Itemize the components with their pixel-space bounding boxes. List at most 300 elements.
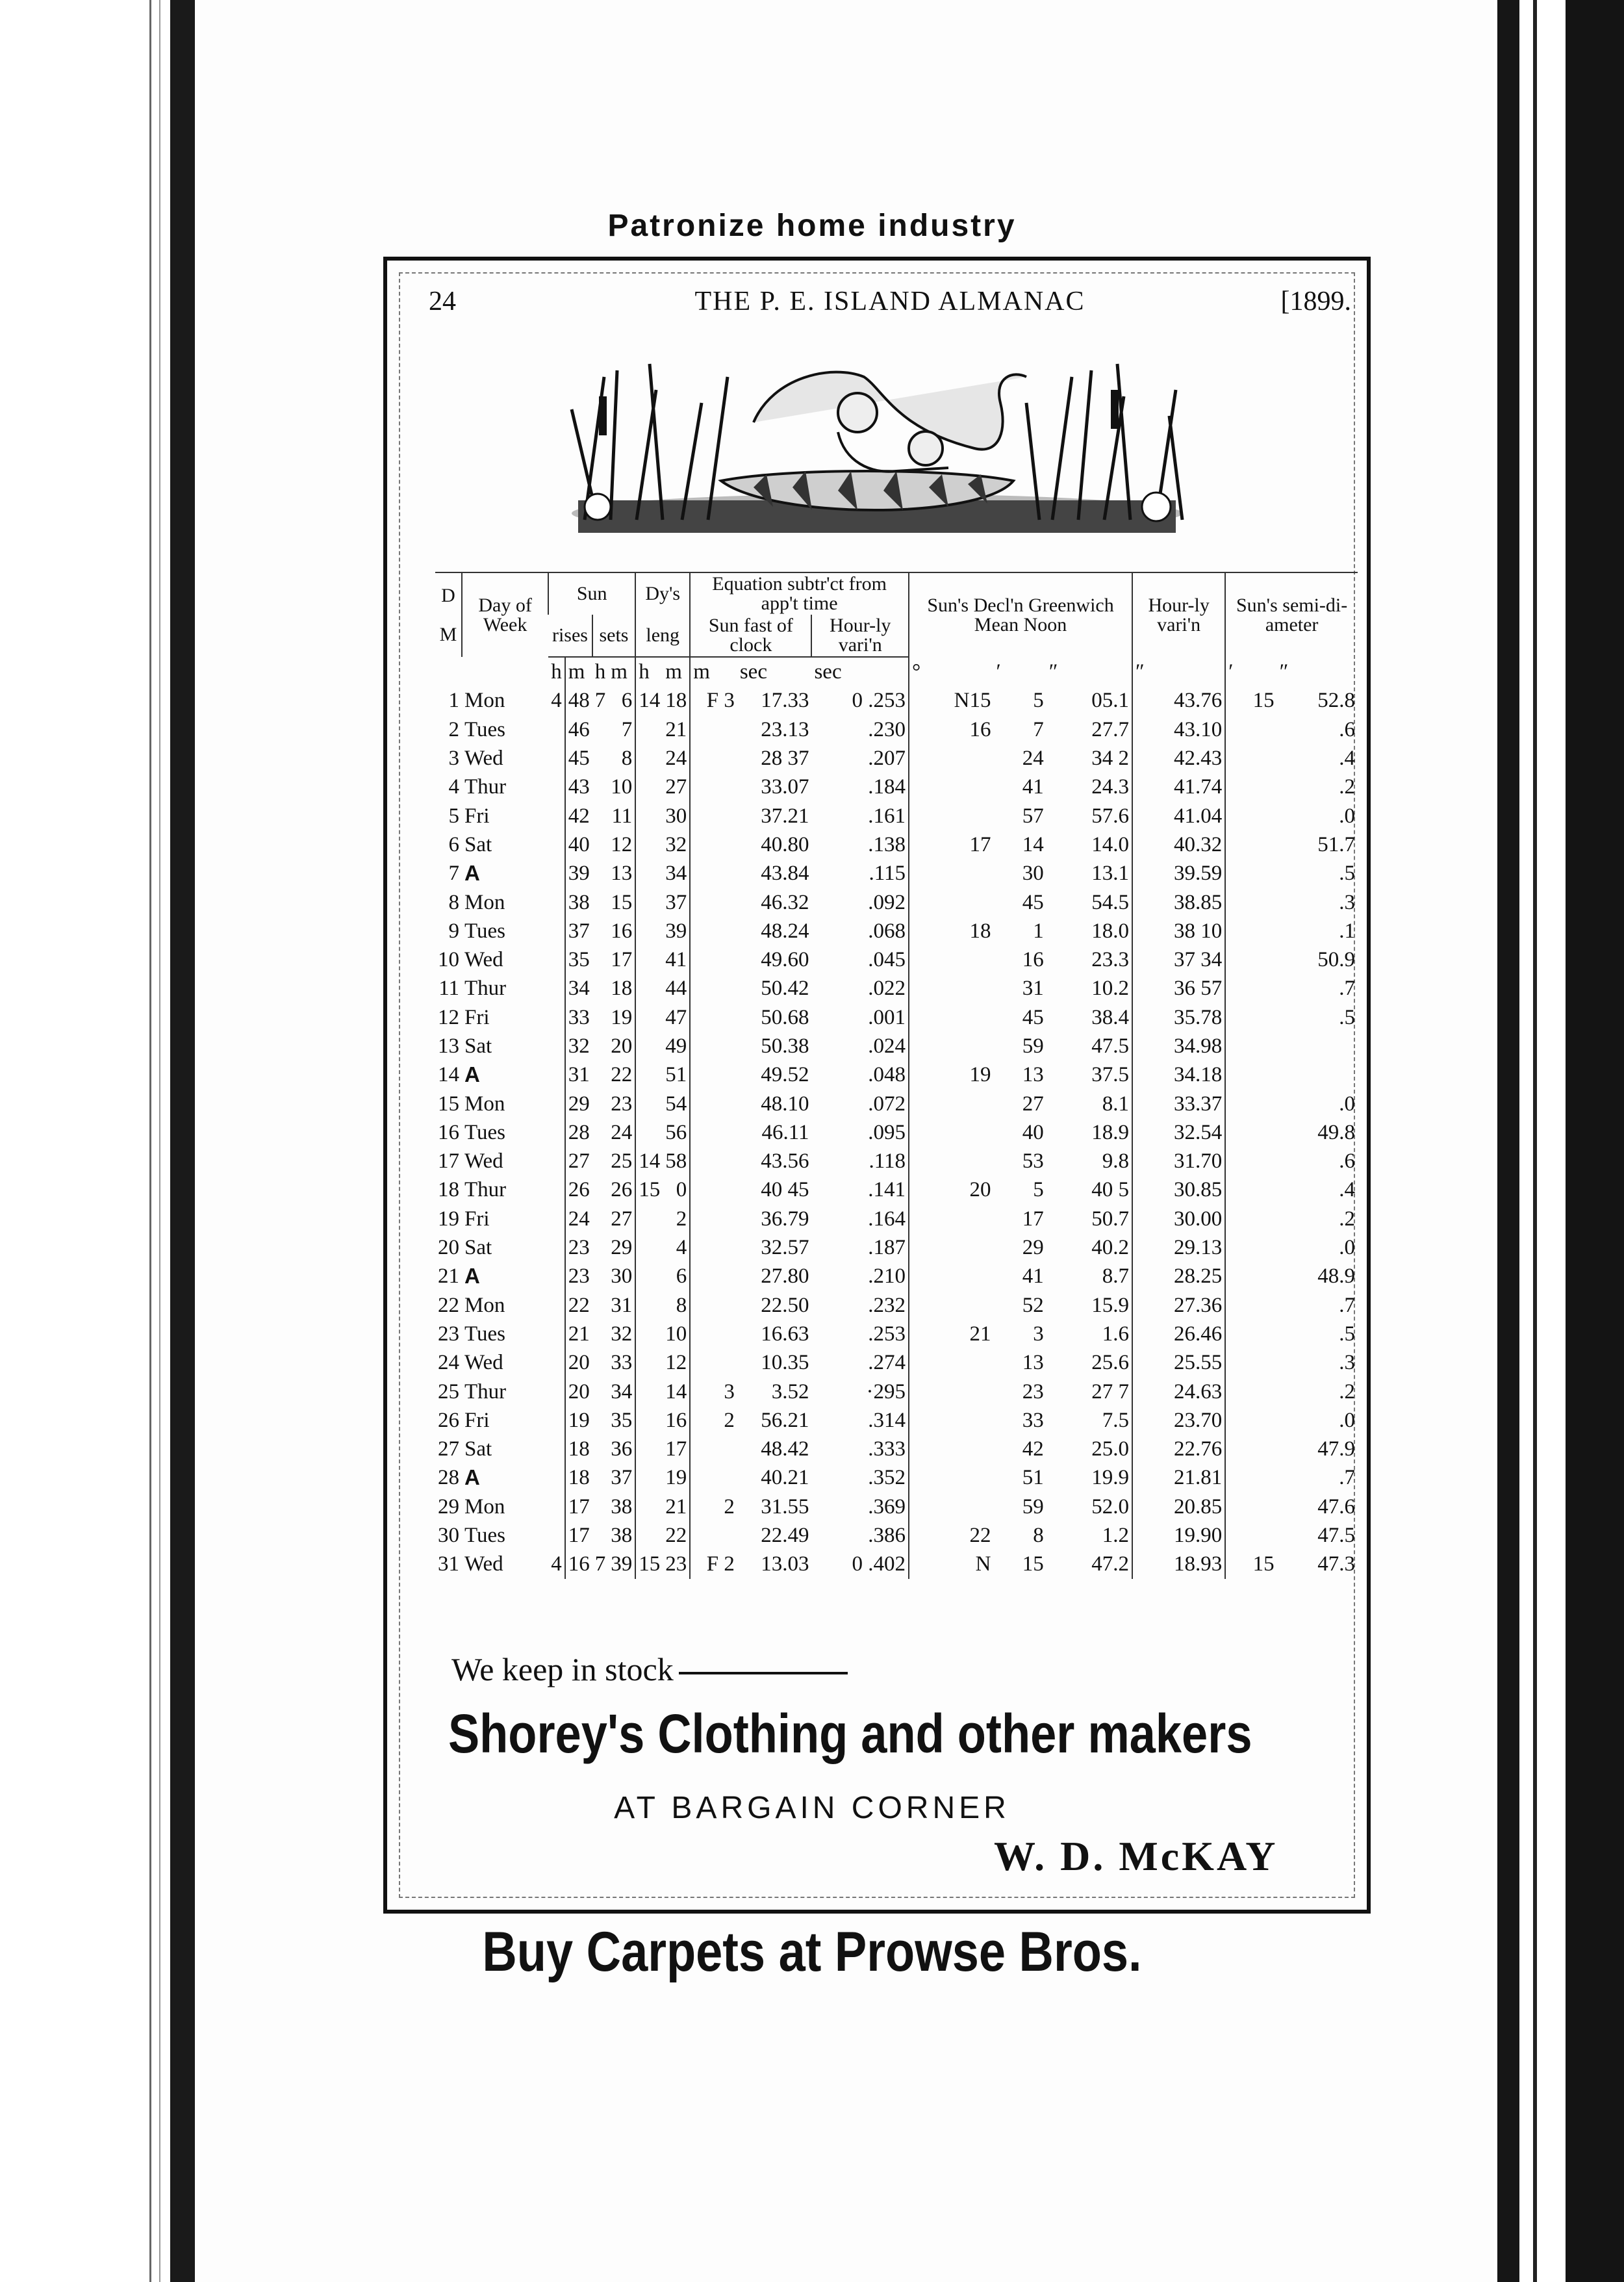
table-cell: 33 xyxy=(565,1003,592,1032)
table-cell: 27.36 xyxy=(1132,1291,1225,1320)
table-cell: 7 xyxy=(594,1552,606,1576)
table-cell: 17 xyxy=(438,1149,459,1173)
table-cell: 34.18 xyxy=(1132,1060,1225,1089)
table-cell: 22 xyxy=(565,1291,592,1320)
table-cell: 24 xyxy=(565,1205,592,1233)
col-rises: rises xyxy=(548,615,592,657)
table-row xyxy=(435,1291,1358,1320)
table-cell: 59 xyxy=(1022,1034,1044,1058)
table-cell: 17 xyxy=(565,1493,592,1521)
table-cell xyxy=(909,1493,993,1521)
table-cell: 39 xyxy=(565,859,592,888)
table-cell: 8 xyxy=(676,1293,687,1317)
table-cell: 37 xyxy=(565,917,592,945)
table-cell xyxy=(592,1377,609,1405)
table-cell: 23 xyxy=(1022,1379,1044,1404)
table-cell xyxy=(635,1463,663,1492)
table-cell: 19.90 xyxy=(1132,1521,1225,1550)
col-declination: Sun's Decl'n Greenwich Mean Noon xyxy=(909,572,1132,657)
table-cell: 33 xyxy=(1022,1408,1044,1432)
table-cell: 27 xyxy=(438,1437,459,1461)
table-cell xyxy=(548,1406,565,1435)
table-cell: .4 xyxy=(1339,747,1355,771)
table-cell: 22.76 xyxy=(1132,1435,1225,1463)
table-cell: Fri xyxy=(464,804,490,828)
table-cell: .141 xyxy=(868,1178,906,1202)
table-cell xyxy=(1225,773,1276,801)
table-cell xyxy=(592,744,609,773)
table-cell: 3 xyxy=(690,1377,737,1405)
table-cell: 15 xyxy=(1225,686,1276,715)
table-cell: 25 xyxy=(438,1379,459,1404)
table-cell xyxy=(548,1291,565,1320)
table-cell xyxy=(548,1060,565,1089)
table-cell xyxy=(1225,1406,1276,1435)
table-cell xyxy=(635,974,663,1003)
table-cell: 43.84 xyxy=(761,862,809,886)
table-cell: 21 xyxy=(665,717,687,741)
table-cell: .0 xyxy=(1339,1092,1355,1116)
table-cell xyxy=(592,1060,609,1089)
table-cell: 43.10 xyxy=(1132,715,1225,744)
table-row xyxy=(435,1320,1358,1348)
table-row xyxy=(435,917,1358,945)
table-cell xyxy=(909,773,993,801)
table-cell xyxy=(690,1205,737,1233)
table-row xyxy=(435,1032,1358,1060)
table-cell xyxy=(548,1493,565,1521)
table-cell xyxy=(635,859,663,888)
col-hourly: Hour-ly vari'n xyxy=(811,615,909,657)
table-row xyxy=(435,830,1358,859)
table-cell: 48 xyxy=(565,686,592,715)
table-cell: Mon xyxy=(464,1494,505,1519)
table-cell xyxy=(548,715,565,744)
table-cell: 49.52 xyxy=(761,1063,809,1087)
table-row xyxy=(435,744,1358,773)
table-cell xyxy=(592,1089,609,1118)
table-cell xyxy=(1225,1175,1276,1204)
table-cell: 4 xyxy=(676,1236,687,1260)
table-cell: 27.7 xyxy=(1091,717,1130,741)
table-cell: 41 xyxy=(1022,775,1044,799)
table-cell xyxy=(1225,917,1276,945)
table-cell: 40 45 xyxy=(761,1178,809,1202)
table-cell: .022 xyxy=(868,977,906,1001)
table-cell xyxy=(592,715,609,744)
table-cell: 14 xyxy=(635,686,663,715)
table-cell: 38 xyxy=(611,1494,633,1519)
table-cell xyxy=(592,917,609,945)
table-cell xyxy=(592,1493,609,1521)
table-cell xyxy=(690,1003,737,1032)
table-cell: 38 xyxy=(611,1524,633,1548)
table-cell: 9.8 xyxy=(1102,1149,1130,1173)
table-cell: 47.3 xyxy=(1317,1552,1355,1576)
table-cell: 17 xyxy=(909,830,993,859)
page-number: 24 xyxy=(429,287,456,316)
table-cell: 57.6 xyxy=(1091,804,1130,828)
table-cell: 8.1 xyxy=(1102,1092,1130,1116)
table-cell: 6 xyxy=(621,689,633,713)
table-cell xyxy=(690,1032,737,1060)
table-cell xyxy=(909,945,993,974)
table-cell xyxy=(592,801,609,830)
table-cell: 49.60 xyxy=(761,948,809,972)
table-cell xyxy=(1225,1233,1276,1262)
table-cell: 11 xyxy=(611,804,633,828)
table-cell: .386 xyxy=(868,1524,906,1548)
table-cell: 37 xyxy=(611,1466,633,1490)
table-cell: 19 xyxy=(611,1005,633,1029)
table-cell: 18 xyxy=(665,689,687,713)
table-row xyxy=(435,1003,1358,1032)
table-cell: 41.04 xyxy=(1132,801,1225,830)
table-row xyxy=(435,1175,1358,1204)
table-cell xyxy=(909,1003,993,1032)
table-cell: 8 xyxy=(448,890,459,914)
table-cell: Mon xyxy=(464,689,505,713)
table-cell xyxy=(1225,1262,1276,1290)
table-cell: 50.68 xyxy=(761,1005,809,1029)
table-cell xyxy=(548,1003,565,1032)
table-cell: Wed xyxy=(464,1552,503,1576)
table-cell: 30.00 xyxy=(1132,1205,1225,1233)
table-cell: 45 xyxy=(1022,1005,1044,1029)
table-cell: 30 xyxy=(611,1264,633,1288)
table-cell: 4 xyxy=(448,775,459,799)
table-cell xyxy=(690,715,737,744)
table-cell: 7 xyxy=(621,717,633,741)
table-cell: 27 xyxy=(565,1147,592,1175)
table-cell xyxy=(909,974,993,1003)
table-cell: 42 xyxy=(565,801,592,830)
table-cell: .048 xyxy=(868,1063,906,1087)
table-cell xyxy=(909,1205,993,1233)
table-cell xyxy=(635,1320,663,1348)
table-cell: A xyxy=(464,1062,480,1087)
table-cell: 47.5 xyxy=(1317,1524,1355,1548)
table-cell: 28 xyxy=(565,1118,592,1147)
table-cell xyxy=(690,917,737,945)
table-cell: N xyxy=(909,1550,993,1578)
table-row xyxy=(435,1147,1358,1175)
table-row xyxy=(435,1233,1358,1262)
table-cell: 5 xyxy=(1033,689,1044,713)
table-cell: 33 xyxy=(611,1351,633,1375)
table-cell: 5 xyxy=(448,804,459,828)
table-cell: 47.5 xyxy=(1091,1034,1130,1058)
col-leng: leng xyxy=(635,615,690,657)
table-cell: 16 xyxy=(1022,948,1044,972)
table-cell xyxy=(690,1348,737,1377)
table-cell xyxy=(909,801,993,830)
table-cell: 21 xyxy=(565,1320,592,1348)
table-cell: Sat xyxy=(464,1236,492,1260)
table-cell: 30 xyxy=(438,1524,459,1548)
table-row xyxy=(435,1060,1358,1089)
table-cell xyxy=(909,1463,993,1492)
table-cell xyxy=(909,1291,993,1320)
table-cell: 12 xyxy=(665,1351,687,1375)
table-cell xyxy=(690,1291,737,1320)
table-row xyxy=(435,974,1358,1003)
table-cell xyxy=(548,830,565,859)
table-row xyxy=(435,1463,1358,1492)
table-cell: 28.25 xyxy=(1132,1262,1225,1290)
table-cell xyxy=(592,1262,609,1290)
table-cell: 21 xyxy=(909,1320,993,1348)
table-cell: 1.6 xyxy=(1102,1322,1130,1346)
table-cell: 22 xyxy=(665,1524,687,1548)
table-cell: 34 2 xyxy=(1091,747,1130,771)
table-cell: 41.74 xyxy=(1132,773,1225,801)
table-cell: .0 xyxy=(1339,1408,1355,1432)
table-cell: 54 xyxy=(665,1092,687,1116)
table-cell: 34 xyxy=(611,1379,633,1404)
table-cell xyxy=(635,1435,663,1463)
table-cell xyxy=(592,1205,609,1233)
table-cell: 15 xyxy=(611,890,633,914)
table-cell: 39.59 xyxy=(1132,859,1225,888)
merchant-name: W. D. McKAY xyxy=(994,1833,1278,1879)
table-cell: .232 xyxy=(868,1293,906,1317)
almanac-table xyxy=(435,572,1358,1579)
table-cell: 41 xyxy=(1022,1264,1044,1288)
table-cell: 17.33 xyxy=(761,689,809,713)
table-cell: 2 xyxy=(676,1207,687,1231)
table-cell xyxy=(635,715,663,744)
clothing-advert: Shorey's Clothing and other makers xyxy=(448,1703,1252,1764)
table-cell xyxy=(592,1320,609,1348)
table-cell xyxy=(690,744,737,773)
table-cell: 14.0 xyxy=(1091,832,1130,856)
table-cell: 26.46 xyxy=(1132,1320,1225,1348)
table-cell: .2 xyxy=(1339,1207,1355,1231)
table-cell: 32.57 xyxy=(761,1236,809,1260)
table-cell: 2 xyxy=(690,1493,737,1521)
bottom-advert: Buy Carpets at Prowse Bros. xyxy=(482,1921,1142,1983)
table-cell xyxy=(690,974,737,1003)
table-cell: Wed xyxy=(464,1351,503,1375)
table-cell: 2 xyxy=(690,1406,737,1435)
col-dys: Dy's xyxy=(635,572,690,615)
table-cell: 15 xyxy=(1225,1550,1276,1578)
table-cell xyxy=(690,773,737,801)
table-cell: 19 xyxy=(438,1207,459,1231)
table-cell: 22.49 xyxy=(761,1524,809,1548)
table-cell: 42 xyxy=(1022,1437,1044,1461)
table-cell: 38.85 xyxy=(1132,888,1225,916)
table-cell xyxy=(1225,1291,1276,1320)
table-cell: 10 xyxy=(438,948,459,972)
table-cell: A xyxy=(464,1264,480,1288)
table-cell: 50.42 xyxy=(761,977,809,1001)
table-cell: Tues xyxy=(464,1120,505,1144)
table-cell: 18 xyxy=(611,977,633,1001)
table-cell xyxy=(1225,1348,1276,1377)
table-cell: 20 xyxy=(611,1034,633,1058)
table-cell xyxy=(1225,1205,1276,1233)
table-cell xyxy=(548,1377,565,1405)
table-cell xyxy=(592,859,609,888)
table-cell xyxy=(592,830,609,859)
table-cell: 20.85 xyxy=(1132,1493,1225,1521)
table-cell: 51.7 xyxy=(1317,832,1355,856)
table-row xyxy=(435,1377,1358,1405)
table-cell xyxy=(690,945,737,974)
table-cell xyxy=(548,744,565,773)
table-cell: 1 xyxy=(448,689,459,713)
table-row xyxy=(435,801,1358,830)
table-cell: 4 xyxy=(551,689,562,713)
table-cell: 24.63 xyxy=(1132,1377,1225,1405)
table-cell xyxy=(635,744,663,773)
table-cell: 29.13 xyxy=(1132,1233,1225,1262)
table-cell: 6 xyxy=(448,832,459,856)
table-cell: .230 xyxy=(868,717,906,741)
table-cell: 28 xyxy=(438,1466,459,1490)
table-cell: 12 xyxy=(611,832,633,856)
table-cell: .187 xyxy=(868,1236,906,1260)
table-cell xyxy=(635,1262,663,1290)
table-cell: 52.8 xyxy=(1317,689,1355,713)
table-cell: .184 xyxy=(868,775,906,799)
table-cell: 23 xyxy=(565,1262,592,1290)
table-cell: .274 xyxy=(868,1351,906,1375)
table-cell xyxy=(548,1147,565,1175)
table-cell: .7 xyxy=(1339,977,1355,1001)
table-cell: Fri xyxy=(464,1408,490,1432)
table-cell: .210 xyxy=(868,1264,906,1288)
table-cell: 23 xyxy=(438,1322,459,1346)
table-cell: 29 xyxy=(438,1494,459,1519)
table-cell: 40.32 xyxy=(1132,830,1225,859)
table-cell: 34 xyxy=(665,862,687,886)
table-cell: 31 xyxy=(565,1060,592,1089)
table-cell xyxy=(690,1089,737,1118)
table-cell: 48.24 xyxy=(761,919,809,943)
table-cell: 16 xyxy=(665,1408,687,1432)
table-cell xyxy=(548,801,565,830)
table-cell: Sat xyxy=(464,1437,492,1461)
table-cell xyxy=(592,945,609,974)
table-cell xyxy=(1225,715,1276,744)
table-cell: 16 xyxy=(565,1550,592,1578)
table-cell: 18.0 xyxy=(1091,919,1130,943)
table-cell: 26 xyxy=(565,1175,592,1204)
table-cell: 22 xyxy=(611,1063,633,1087)
table-cell: 36.79 xyxy=(761,1207,809,1231)
table-cell xyxy=(548,1262,565,1290)
table-cell: 52.0 xyxy=(1091,1494,1130,1519)
table-cell xyxy=(1225,830,1276,859)
table-cell: .3 xyxy=(1339,1351,1355,1375)
table-cell xyxy=(1225,888,1276,916)
table-cell xyxy=(548,1463,565,1492)
table-cell: 24 xyxy=(1022,747,1044,771)
table-cell: 44 xyxy=(665,977,687,1001)
table-cell xyxy=(635,830,663,859)
table-cell: 22 xyxy=(438,1293,459,1317)
table-cell: 23.13 xyxy=(761,717,809,741)
table-row xyxy=(435,686,1358,715)
table-cell: 13 xyxy=(1022,1063,1044,1087)
table-cell: 45 xyxy=(1022,890,1044,914)
table-cell xyxy=(1225,1147,1276,1175)
table-cell: .095 xyxy=(868,1120,906,1144)
table-cell: 15 xyxy=(635,1550,663,1578)
table-cell xyxy=(909,1118,993,1147)
table-cell: 58 xyxy=(665,1149,687,1173)
table-cell: 51 xyxy=(1022,1466,1044,1490)
table-cell: Sat xyxy=(464,1034,492,1058)
table-cell: .115 xyxy=(869,862,906,886)
table-cell: 36 57 xyxy=(1132,974,1225,1003)
table-cell: .045 xyxy=(868,948,906,972)
table-cell: Fri xyxy=(464,1005,490,1029)
top-advert: Patronize home industry xyxy=(607,209,1017,243)
table-cell xyxy=(1225,1003,1276,1032)
table-cell xyxy=(635,1003,663,1032)
table-cell: 18 xyxy=(909,917,993,945)
table-cell xyxy=(909,1233,993,1262)
table-cell: 48.10 xyxy=(761,1092,809,1116)
table-cell xyxy=(1225,1032,1276,1060)
page-header xyxy=(429,286,1351,325)
table-cell: 43.56 xyxy=(761,1149,809,1173)
table-cell: 35 xyxy=(565,945,592,974)
table-cell: 7.5 xyxy=(1102,1408,1130,1432)
table-row xyxy=(435,1406,1358,1435)
table-cell: 0 xyxy=(676,1178,687,1202)
table-cell xyxy=(592,1147,609,1175)
table-cell xyxy=(1277,1032,1358,1060)
table-row xyxy=(435,1118,1358,1147)
table-cell: 36 xyxy=(611,1437,633,1461)
table-cell xyxy=(548,1175,565,1204)
table-cell: 24 xyxy=(665,747,687,771)
table-cell: .118 xyxy=(869,1149,906,1173)
table-cell xyxy=(548,773,565,801)
table-cell: A xyxy=(464,861,480,886)
table-cell: .138 xyxy=(868,832,906,856)
table-cell: 23 xyxy=(565,1233,592,1262)
table-cell: Sat xyxy=(464,832,492,856)
table-cell xyxy=(909,1032,993,1060)
table-cell: 46.32 xyxy=(761,890,809,914)
table-cell: 10 xyxy=(665,1322,687,1346)
table-cell xyxy=(1225,744,1276,773)
table-row xyxy=(435,1521,1358,1550)
table-cell xyxy=(592,888,609,916)
table-cell: 13.1 xyxy=(1091,862,1130,886)
table-cell: 27 xyxy=(611,1207,633,1231)
table-cell: 4 xyxy=(551,1552,562,1576)
col-sets: sets xyxy=(592,615,636,657)
table-cell: 18.9 xyxy=(1091,1120,1130,1144)
table-cell: 17 xyxy=(1022,1207,1044,1231)
table-cell xyxy=(690,1262,737,1290)
table-cell: 22 xyxy=(909,1521,993,1550)
table-cell xyxy=(548,1089,565,1118)
table-cell: 8 xyxy=(621,747,633,771)
table-row xyxy=(435,1435,1358,1463)
table-cell: 28 37 xyxy=(761,747,809,771)
table-cell: 50.7 xyxy=(1091,1207,1130,1231)
table-cell: Thur xyxy=(464,977,507,1001)
table-cell: 40 5 xyxy=(1091,1178,1130,1202)
